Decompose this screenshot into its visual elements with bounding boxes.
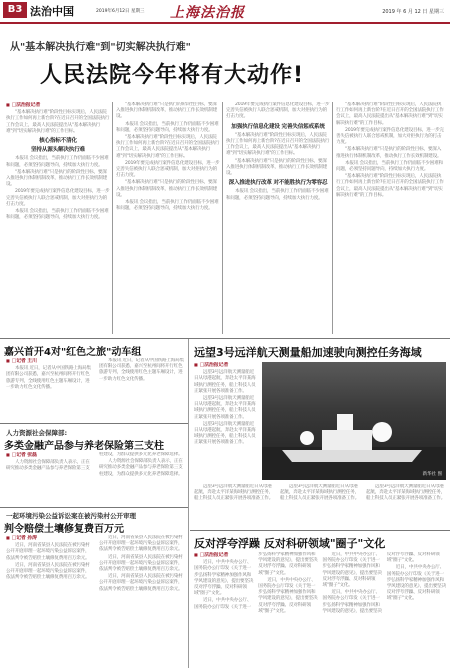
story5-paragraph: 远望3号远洋航天测量船近日从母港起航，奔赴太平洋某海域执行测控任务，船上科技人员正紧张开展各项准备工作。 bbox=[366, 484, 446, 502]
lead-subhead: 加强执行信息化建设 完善失信惩戒系统 bbox=[231, 123, 325, 130]
story4-paragraph: 近日，河南省某县人民法院在被污染村公开开庭审理一起环境污染公益诉讼案件，依法判令被告赔偿土壤修复费用百万余元。 bbox=[6, 543, 90, 561]
story3-headline: 多类金融产品参与养老保险第三支柱 bbox=[4, 441, 164, 452]
lead-column-3 bbox=[226, 102, 330, 334]
story5-body-continued bbox=[194, 484, 446, 526]
story6-paragraph: 近日，中共中央办公厅、国务院办公厅印发《关于进一步弘扬科学家精神加强作风和学风建设的意见》，提出要坚决反对浮夸浮躁、反对科研领域"圈子"文化。 bbox=[194, 560, 254, 597]
story5-paragraph: 远望3号远洋航天测量船近日从母港起航，奔赴太平洋某海域执行测控任务，船上科技人员正紧张开展各项准备工作。 bbox=[194, 484, 274, 502]
story6-paragraph: 近日，中共中央办公厅、国务院办公厅印发《关于进一步弘扬科学家精神加强作风和学风建设的意见》，提出要坚决反对浮夸浮躁、反对科研领域"圈子"文化。 bbox=[194, 552, 318, 610]
issue-date: 2019 年 6 月 12 日 星期三 bbox=[382, 9, 444, 15]
story6-body bbox=[194, 552, 446, 665]
story6-paragraph: 近日，中共中央办公厅、国务院办公厅印发《关于进一步弘扬科学家精神加强作风和学风建设的意见》，提出要坚决反对浮夸浮躁、反对科研领域"圈子"文化。 bbox=[322, 552, 440, 614]
story2-byline: ■ □记者 王川 bbox=[6, 358, 93, 364]
lead-paragraph: 2019年要完成执行案件信息化建设目标，进一步完善失信被执行人联合惩戒机制，加大对拒执行为的打击力度。 bbox=[6, 189, 110, 207]
lead-column-2 bbox=[116, 102, 220, 334]
lead-byline: ■ □法治报记者 bbox=[6, 102, 110, 108]
column-divider bbox=[222, 102, 223, 334]
story5-paragraph: 远望3号远洋航天测量船近日从母港起航，奔赴太平洋某海域执行测控任务，船上科技人员正紧张开展各项准备工作。 bbox=[194, 421, 256, 446]
lead-paragraph: "基本解决执行难"只是执行的阶段性目标，要深入推进执行体制机制改革，推动执行工作长效机制建设。 bbox=[116, 102, 218, 120]
story4-paragraph: 近日，河南省某县人民法院在被污染村公开开庭审理一起环境污染公益诉讼案件，依法判令被告赔偿土壤修复费用百万余元。 bbox=[99, 535, 183, 553]
column-divider bbox=[332, 102, 333, 334]
story4-kicker: 一起环境污染公益诉讼案在被污染村公开审理 bbox=[6, 512, 136, 520]
section-divider bbox=[0, 507, 188, 508]
lead-paragraph: 本报讯 会议指出，当前执行工作仍面临不少困难和问题，必须坚持问题导向，持续加大执行力度。 bbox=[336, 160, 443, 173]
lead-column-1 bbox=[6, 102, 110, 334]
section-divider bbox=[190, 530, 450, 531]
story6-headline: 反对浮夸浮躁 反对科研领域"圈子"文化 bbox=[194, 537, 386, 550]
ship-photo bbox=[262, 362, 446, 480]
story5-paragraph: 远望3号远洋航天测量船近日从母港起航，奔赴太平洋某海域执行测控任务，船上科技人员正紧张开展各项准备工作。 bbox=[194, 396, 256, 420]
story4-body bbox=[6, 535, 186, 665]
section-divider bbox=[0, 423, 188, 424]
lead-paragraph: "基本解决执行难"阶段性目标实现后，人民法院执行工作如何再上新台阶?在近日召开的全国法院执行工作会议上，最高人民法院提出从"基本解决执行难"到"切实解决执行难"的工作目标。 bbox=[6, 110, 110, 134]
story2-paragraph: 本报讯 近日，记者从中国铁路上海局集团有限公司获悉，嘉兴至杭州间将开行红色旅游专列，全线使用红色主题车厢设计，进一步助力红色文化传播。 bbox=[99, 358, 184, 382]
lead-paragraph: "基本解决执行难"只是执行的阶段性目标，要深入推进执行体制机制改革，推动执行工作长效机制建设。 bbox=[336, 147, 442, 159]
masthead: 上海法治报 bbox=[170, 5, 245, 21]
lead-paragraph: "基本解决执行难"阶段性目标实现后，人民法院执行工作如何再上新台阶?在近日召开的全国法院执行工作会议上，最高人民法院提出从"基本解决执行难"到"切实解决执行难"的工作目标。 bbox=[116, 135, 220, 159]
lead-paragraph: 2019年要完成执行案件信息化建设目标，进一步完善失信被执行人联合惩戒机制，加大对拒执行为的打击力度。 bbox=[226, 102, 330, 120]
lead-subhead: 坚持从源头解决执行难 bbox=[31, 147, 85, 154]
lead-column-4 bbox=[336, 102, 444, 334]
lead-paragraph: 本报讯 会议指出，当前执行工作仍面临不少困难和问题，必须坚持问题导向，持续加大执行力度。 bbox=[6, 209, 109, 221]
story2-body bbox=[6, 358, 186, 420]
lead-paragraph: "基本解决执行难"阶段性目标实现后，人民法院执行工作如何再上新台阶?在近日召开的全国法院执行工作会议上，最高人民法院提出从"基本解决执行难"到"切实解决执行难"的工作目标。 bbox=[226, 132, 330, 157]
story3-paragraph: 人力资源社会保障部负责人表示，正在研究推动多类金融产品参与养老保险第三支柱建设，为群众提供多元化养老保障选择。 bbox=[6, 452, 183, 472]
section-title: 法治中国 bbox=[30, 5, 74, 18]
lead-paragraph: "基本解决执行难"阶段性目标实现后，人民法院执行工作如何再上新台阶?在近日召开的全国法院执行工作会议上，最高人民法院提出从"基本解决执行难"到"切实解决执行难"的工作目标。 bbox=[336, 102, 444, 126]
lead-paragraph: 本报讯 会议指出，当前执行工作仍面临不少困难和问题，必须坚持问题导向，持续加大执行力度。 bbox=[116, 121, 219, 133]
story6-paragraph: 近日，中共中央办公厅、国务院办公厅印发《关于进一步弘扬科学家精神加强作风和学风建设的意见》，提出要坚决反对浮夸浮躁、反对科研领域"圈子"文化。 bbox=[258, 577, 318, 614]
lead-paragraph: "基本解决执行难"只是执行的阶段性目标，要深入推进执行体制机制改革，推动执行工作长效机制建设。 bbox=[6, 169, 108, 188]
story5-paragraph: 远望3号远洋航天测量船近日从母港起航，奔赴太平洋某海域执行测控任务，船上科技人员正紧张开展各项准备工作。 bbox=[280, 484, 360, 502]
lead-paragraph: "基本解决执行难"只是执行的阶段性目标，要深入推进执行体制机制改革，推动执行工作长效机制建设。 bbox=[116, 180, 218, 198]
header-meta: 2019年6月12日 星期三 bbox=[96, 9, 145, 14]
story6-paragraph: 近日，中共中央办公厅、国务院办公厅印发《关于进一步弘扬科学家精神加强作风和学风建设的意见》，提出要坚决反对浮夸浮躁、反对科研领域"圈子"文化。 bbox=[386, 565, 446, 602]
section-divider bbox=[0, 338, 450, 339]
lead-paragraph: 本报讯 会议指出，当前执行工作仍面临不少困难和问题，必须坚持问题导向，持续加大执行力度。 bbox=[226, 189, 329, 201]
story4-paragraph: 近日，河南省某县人民法院在被污染村公开开庭审理一起环境污染公益诉讼案件，依法判令被告赔偿土壤修复费用百万余元。 bbox=[6, 562, 90, 581]
story6-paragraph: 近日，中共中央办公厅、国务院办公厅印发《关于进一步弘扬科学家精神加强作风和学风建设的意见》，提出要坚决反对浮夸浮躁、反对科研领域"圈子"文化。 bbox=[322, 552, 382, 589]
story5-headline: 远望3号远洋航天测量船加速驶向测控任务海域 bbox=[194, 346, 422, 359]
story3-body bbox=[6, 452, 186, 504]
story3-byline: ■ □记者 张磊 bbox=[6, 452, 93, 458]
story4-paragraph: 近日，河南省某县人民法院在被污染村公开开庭审理一起环境污染公益诉讼案件，依法判令被告赔偿土壤修复费用百万余元。 bbox=[99, 574, 183, 592]
lead-paragraph: 2019年要完成执行案件信息化建设目标，进一步完善失信被执行人联合惩戒机制，加大对拒执行为的打击力度。 bbox=[336, 127, 444, 146]
story2-paragraph: 本报讯 近日，记者从中国铁路上海局集团有限公司获悉，嘉兴至杭州间将开行红色旅游专列，全线使用红色主题车厢设计，进一步助力红色文化传播。 bbox=[6, 366, 91, 390]
lead-headline: 人民法院今年将有大动作! bbox=[40, 63, 305, 88]
story5-byline: ■ □法治报记者 bbox=[194, 362, 258, 368]
story6-byline: ■ □法治报记者 bbox=[194, 552, 253, 558]
lead-subhead: 核心指标不清化 bbox=[39, 138, 77, 145]
header-rule bbox=[0, 22, 450, 24]
story2-headline: 嘉兴首开4对"红色之旅"动车组 bbox=[4, 347, 142, 358]
photo-credit: 新华社 图 bbox=[422, 472, 442, 477]
ship-illustration-icon bbox=[262, 362, 446, 480]
column-divider bbox=[112, 102, 113, 334]
lead-paragraph: 本报讯 会议指出，当前执行工作仍面临不少困难和问题，必须坚持问题导向，持续加大执行力度。 bbox=[6, 156, 109, 168]
story4-paragraph: 近日，河南省某县人民法院在被污染村公开开庭审理一起环境污染公益诉讼案件，依法判令被告赔偿土壤修复费用百万余元。 bbox=[99, 554, 183, 573]
lead-paragraph: "基本解决执行难"只是执行的阶段性目标，要深入推进执行体制机制改革，推动执行工作长效机制建设。 bbox=[226, 158, 328, 177]
column-divider bbox=[188, 339, 189, 668]
lead-subhead: 深入推进执行改革 对不能胜执行为零容忍 bbox=[228, 180, 328, 187]
lead-paragraph: "基本解决执行难"阶段性目标实现后，人民法院执行工作如何再上新台阶?在近日召开的全国法院执行工作会议上，最高人民法院提出从"基本解决执行难"到"切实解决执行难"的工作目标。 bbox=[336, 174, 444, 198]
story5-body bbox=[194, 362, 258, 480]
lead-paragraph: 本报讯 会议指出，当前执行工作仍面临不少困难和问题，必须坚持问题导向，持续加大执行力度。 bbox=[116, 200, 219, 212]
lead-paragraph: 2019年要完成执行案件信息化建设目标，进一步完善失信被执行人联合惩戒机制，加大对拒执行为的打击力度。 bbox=[116, 160, 220, 179]
page-header bbox=[0, 0, 450, 22]
story5-paragraph: 远望3号远洋航天测量船近日从母港起航，奔赴太平洋某海域执行测控任务，船上科技人员正紧张开展各项准备工作。 bbox=[194, 370, 256, 394]
lead-kicker: 从"基本解决执行难"到"切实解决执行难" bbox=[10, 42, 191, 53]
story4-byline: ■ □记者 孙涛 bbox=[6, 535, 93, 541]
story3-paragraph: 人力资源社会保障部负责人表示，正在研究推动多类金融产品参与养老保险第三支柱建设，为群众提供多元化养老保障选择。 bbox=[99, 459, 183, 477]
story3-kicker: 人力资源社会保障部: bbox=[6, 429, 68, 437]
story4-headline: 判令赔偿土壤修复费百万元 bbox=[4, 524, 124, 535]
page-number: B3 bbox=[3, 2, 27, 18]
